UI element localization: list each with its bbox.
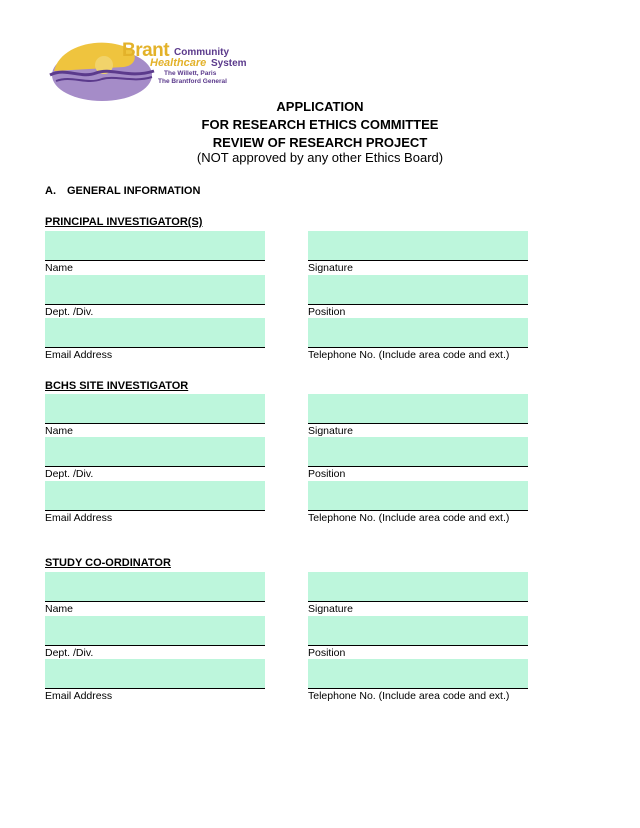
- logo-site-brantford: The Brantford General: [158, 78, 227, 85]
- site-telephone-label: Telephone No. (Include area code and ext.): [308, 512, 510, 524]
- pi-dept-field[interactable]: [45, 275, 265, 305]
- site-name-label: Name: [45, 425, 74, 437]
- coord-name-field[interactable]: [45, 572, 265, 602]
- title-line-1: APPLICATION: [276, 99, 364, 114]
- site-dept-field[interactable]: [45, 437, 265, 467]
- pi-signature-field[interactable]: [308, 231, 528, 261]
- pi-name-field[interactable]: [45, 231, 265, 261]
- organization-logo: [46, 35, 256, 101]
- logo-healthcare-text: Healthcare: [150, 57, 207, 69]
- pi-name-label: Name: [45, 262, 74, 274]
- coord-position-field[interactable]: [308, 616, 528, 646]
- coord-name-label: Name: [45, 603, 74, 615]
- section-number: A.: [45, 185, 56, 197]
- pi-email-label: Email Address: [45, 349, 113, 361]
- coord-position-label: Position: [308, 647, 346, 659]
- title-line-2: FOR RESEARCH ETHICS COMMITTEE: [201, 117, 439, 132]
- coord-dept-field[interactable]: [45, 616, 265, 646]
- group-heading-study-coordinator: STUDY CO-ORDINATOR: [45, 557, 171, 569]
- site-telephone-field[interactable]: [308, 481, 528, 511]
- section-title: GENERAL INFORMATION: [67, 185, 201, 197]
- pi-telephone-label: Telephone No. (Include area code and ext.): [308, 349, 510, 361]
- logo-system-text: System: [211, 58, 247, 69]
- coord-email-label: Email Address: [45, 690, 113, 702]
- site-email-label: Email Address: [45, 512, 113, 524]
- group-heading-principal-investigator: PRINCIPAL INVESTIGATOR(S): [45, 216, 203, 228]
- coord-signature-label: Signature: [308, 603, 353, 615]
- group-heading-site-investigator: BCHS SITE INVESTIGATOR: [45, 380, 189, 392]
- title-line-3: REVIEW OF RESEARCH PROJECT: [212, 135, 428, 150]
- coord-telephone-field[interactable]: [308, 659, 528, 689]
- pi-signature-label: Signature: [308, 262, 353, 274]
- coord-signature-field[interactable]: [308, 572, 528, 602]
- pi-position-field[interactable]: [308, 275, 528, 305]
- site-email-field[interactable]: [45, 481, 265, 511]
- title-subtitle: (NOT approved by any other Ethics Board): [196, 150, 444, 165]
- site-name-field[interactable]: [45, 394, 265, 424]
- site-position-label: Position: [308, 468, 346, 480]
- pi-email-field[interactable]: [45, 318, 265, 348]
- site-position-field[interactable]: [308, 437, 528, 467]
- pi-position-label: Position: [308, 306, 346, 318]
- section-heading: [45, 185, 200, 197]
- coord-telephone-label: Telephone No. (Include area code and ext.): [308, 690, 510, 702]
- logo-community-text: Community: [174, 47, 229, 58]
- site-signature-label: Signature: [308, 425, 353, 437]
- pi-dept-label: Dept. /Div.: [45, 306, 94, 318]
- pi-telephone-field[interactable]: [308, 318, 528, 348]
- logo-brant-text: Brant: [122, 40, 170, 61]
- site-dept-label: Dept. /Div.: [45, 468, 94, 480]
- logo-site-willett: The Willett, Paris: [164, 70, 217, 77]
- site-signature-field[interactable]: [308, 394, 528, 424]
- coord-email-field[interactable]: [45, 659, 265, 689]
- coord-dept-label: Dept. /Div.: [45, 647, 94, 659]
